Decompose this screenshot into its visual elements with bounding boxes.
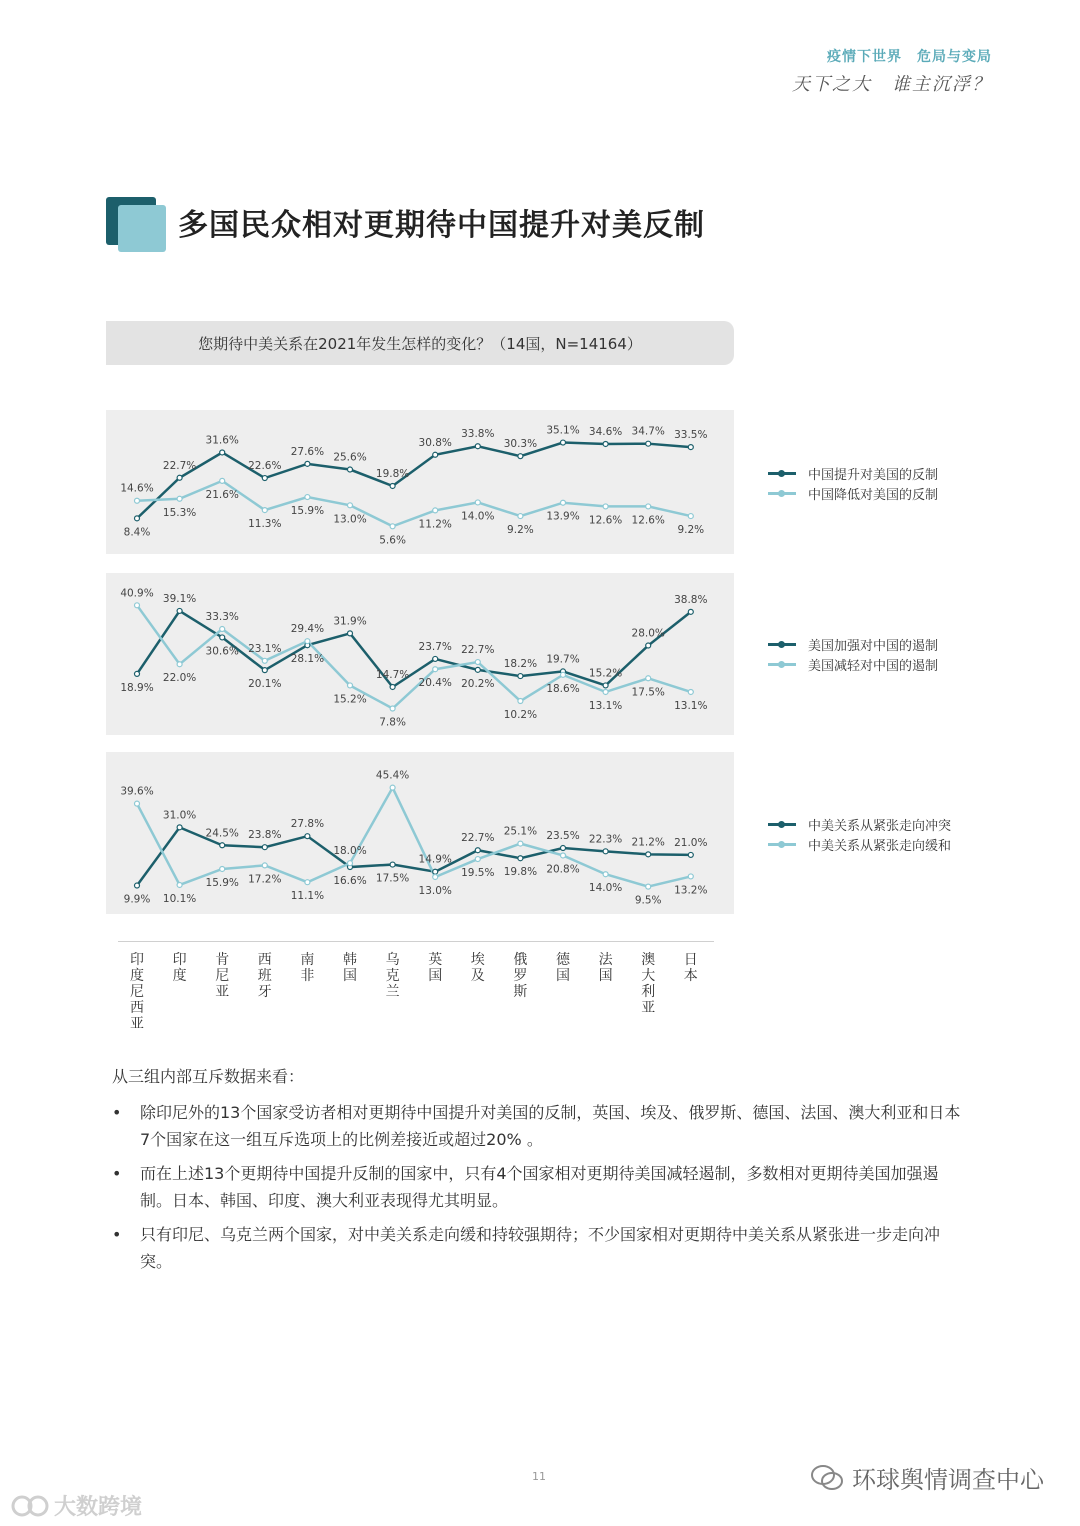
wechat-icon [810,1464,844,1492]
data-point [262,476,267,481]
data-point [177,662,182,667]
data-label: 30.3% [503,438,538,451]
data-point [220,450,225,455]
data-label: 15.3% [162,506,197,519]
data-label: 20.1% [248,678,282,691]
data-label: 13.1% [588,699,623,712]
data-label: 21.6% [205,488,239,501]
legend-item [768,463,938,483]
data-label: 7.8% [379,716,406,729]
data-label: 33.3% [205,611,239,624]
data-label: 13.0% [333,513,367,526]
data-point [646,676,651,681]
x-axis-line [118,941,714,942]
legend-swatch-light [768,663,796,666]
x-tick-label: 埃及 [470,952,485,984]
data-label: 13.0% [418,884,452,897]
legend-label: 中美关系从紧张走向冲突 [808,818,952,834]
legend-label: 中美关系从紧张走向缓和 [808,838,952,854]
data-label: 20.4% [418,677,452,690]
legend-swatch-light [768,492,796,495]
data-point [305,880,310,885]
title-square-icon [106,197,166,252]
data-label: 31.9% [333,615,367,628]
data-label: 22.6% [248,460,282,473]
x-tick-label: 德国 [556,952,570,984]
chart-panel-1 [106,410,734,554]
data-label: 27.6% [290,445,325,458]
data-label: 19.8% [375,467,410,480]
data-label: 28.0% [631,627,665,640]
data-point [603,689,608,694]
data-label: 45.4% [375,769,410,782]
legend-3 [768,814,951,854]
question-text: 您期待中美关系在2021年发生怎样的变化？（14国，N=14164） [198,334,642,353]
data-label: 24.5% [205,827,239,840]
data-point [135,603,140,608]
data-label: 8.4% [123,526,151,539]
data-label: 29.4% [290,623,325,636]
data-point [135,516,140,521]
data-point [135,671,140,676]
data-label: 15.2% [333,693,367,706]
data-label: 16.6% [333,875,367,888]
chart-panel-3 [106,752,734,914]
data-label: 33.5% [674,429,708,442]
data-point [262,658,267,663]
data-point [348,503,353,508]
data-label: 19.8% [503,866,538,879]
data-point [433,874,438,879]
data-label: 20.8% [546,863,580,876]
watermark [10,1490,142,1521]
data-label: 18.6% [546,682,580,695]
data-point [688,514,693,519]
data-label: 21.2% [631,836,665,849]
data-point [135,801,140,806]
legend-label: 中国降低对美国的反制 [808,487,939,503]
bullet-text: 而在上述13个更期待中国提升反制的国家中，只有4个国家相对更期待美国减轻遏制，多数相对更期待美国加强遏制。日本、韩国、印度、澳大利亚表现得尤其明显。 [140,1164,939,1210]
legend-item [768,654,938,674]
x-tick-label: 日本 [683,952,698,984]
header-section: 疫情下世界 危局与变局 [827,49,992,65]
data-point [348,683,353,688]
bullet-text: 除印尼外的13个国家受访者相对更期待中国提升对美国的反制，英国、埃及、俄罗斯、德国、法国、澳大利亚和日本7个国家在这一组互斥选项上的比例差接近或超过20% 。 [140,1103,961,1149]
data-point [433,656,438,661]
legend-swatch-dark [768,823,796,826]
data-point [518,674,523,679]
data-label: 11.1% [290,890,325,903]
x-tick-label: 韩国 [343,952,357,984]
data-label: 15.2% [588,667,623,680]
chart-3 [106,752,734,914]
chart-1 [106,410,734,554]
data-label: 9.5% [634,894,662,907]
data-label: 14.7% [375,668,410,681]
data-point [688,445,693,450]
data-point [518,856,523,861]
data-label: 11.2% [418,518,452,531]
data-point [348,631,353,636]
data-point [220,478,225,483]
data-label: 39.6% [120,785,154,798]
bullet-dot: • [112,1164,122,1183]
data-point [646,852,651,857]
data-point [603,683,608,688]
x-tick-label: 西班牙 [257,952,272,1000]
data-point [390,785,395,790]
data-label: 34.6% [588,425,623,438]
data-label: 34.7% [631,425,665,438]
data-label: 12.6% [631,514,665,527]
data-label: 27.8% [290,818,325,831]
data-point [603,849,608,854]
data-label: 10.1% [162,892,197,905]
data-point [561,440,566,445]
data-point [348,467,353,472]
data-label: 18.0% [333,845,367,858]
data-point [646,441,651,446]
data-point [475,848,480,853]
data-point [220,843,225,848]
data-point [518,514,523,519]
data-label: 22.7% [461,644,495,657]
data-label: 15.9% [205,876,239,889]
data-label: 22.7% [461,832,495,845]
data-point [390,684,395,689]
data-point [433,869,438,874]
data-point [177,882,182,887]
data-point [433,452,438,457]
question-banner [106,321,734,365]
data-point [603,441,608,446]
data-label: 38.8% [674,593,708,606]
data-point [177,496,182,501]
data-point [688,609,693,614]
data-label: 40.9% [120,587,154,600]
page-number: 11 [532,1470,546,1483]
data-label: 39.1% [162,592,197,605]
x-tick-label: 南非 [300,952,315,984]
data-point [220,635,225,640]
data-label: 23.7% [418,640,452,653]
legend-swatch-dark [768,472,796,475]
data-label: 30.6% [205,645,239,658]
x-tick-label: 乌克兰 [385,952,400,1000]
data-point [646,884,651,889]
data-label: 14.0% [461,510,495,523]
data-point [177,825,182,830]
x-tick-label: 澳大利亚 [641,952,656,1016]
data-point [433,667,438,672]
data-point [177,475,182,480]
data-label: 21.0% [674,836,708,849]
data-point [475,444,480,449]
data-label: 9.2% [677,524,705,537]
data-point [390,862,395,867]
data-point [475,667,480,672]
data-label: 30.8% [418,436,452,449]
data-label: 33.8% [461,428,495,441]
legend-2 [768,634,938,674]
data-point [305,834,310,839]
intro-text: 从三组内部互斥数据来看： [112,1067,305,1086]
bullet-text: 只有印尼、乌克兰两个国家，对中美关系走向缓和持较强期待；不少国家相对更期待中美关系从紧张进一步走向冲突。 [140,1225,941,1271]
data-point [262,668,267,673]
data-point [475,660,480,665]
chart-2 [106,573,734,735]
x-tick-label: 肯尼亚 [215,952,230,1000]
data-label: 25.1% [503,825,538,838]
data-point [646,504,651,509]
header-slogan: 天下之大 谁主沉浮？ [792,74,992,95]
data-label: 18.9% [120,681,154,694]
data-label: 31.6% [205,434,239,447]
data-point [603,504,608,509]
data-point [433,508,438,513]
data-label: 23.1% [248,642,282,655]
data-point [561,672,566,677]
data-point [688,852,693,857]
data-point [177,608,182,613]
data-point [305,495,310,500]
data-label: 20.2% [461,677,495,690]
data-label: 19.7% [546,653,580,666]
data-point [646,643,651,648]
data-point [305,461,310,466]
data-point [688,874,693,879]
data-point [305,639,310,644]
data-label: 17.5% [631,686,665,699]
data-label: 23.8% [248,829,282,842]
legend-label: 美国减轻对中国的遏制 [808,658,939,674]
x-tick-label: 印度尼西亚 [130,952,144,1032]
data-point [561,500,566,505]
data-point [262,863,267,868]
wechat-account [810,1460,1044,1495]
data-point [390,524,395,529]
data-point [348,861,353,866]
chart-panel-2 [106,573,734,735]
data-label: 13.9% [546,510,580,523]
x-tick-label: 法国 [598,952,613,984]
bullet-dot: • [112,1225,122,1244]
legend-item [768,483,938,503]
bullet-dot: • [112,1103,122,1122]
data-label: 13.2% [674,884,708,897]
data-point [518,699,523,704]
data-label: 22.0% [162,672,197,685]
wechat-name: 环球舆情调查中心 [852,1466,1044,1494]
data-label: 14.6% [120,482,154,495]
watermark-logo-icon [10,1493,50,1519]
data-label: 25.6% [333,451,367,464]
data-label: 31.0% [162,809,197,822]
data-point [603,872,608,877]
legend-swatch-dark [768,643,796,646]
x-tick-label: 英国 [428,952,443,984]
data-label: 28.1% [290,653,325,666]
data-label: 12.6% [588,514,623,527]
data-label: 22.3% [588,833,623,846]
data-label: 17.2% [248,873,282,886]
legend-label: 中国提升对美国的反制 [808,467,939,483]
data-point [475,500,480,505]
legend-item [768,834,951,854]
data-label: 9.2% [507,524,534,537]
data-label: 5.6% [379,534,406,547]
data-label: 18.2% [503,658,538,671]
data-label: 14.0% [588,882,623,895]
data-point [561,853,566,858]
data-point [475,857,480,862]
data-point [220,627,225,632]
data-point [561,846,566,851]
data-label: 23.5% [546,830,580,843]
data-point [518,841,523,846]
data-label: 35.1% [546,424,580,437]
data-label: 10.2% [503,709,538,722]
x-tick-label: 印度 [172,952,187,984]
data-label: 19.5% [461,867,495,880]
data-point [390,706,395,711]
data-label: 13.1% [674,699,708,712]
legend-1 [768,463,938,503]
legend-swatch-light [768,843,796,846]
legend-item [768,814,951,834]
data-label: 17.5% [375,872,410,885]
legend-label: 美国加强对中国的遏制 [808,638,939,654]
data-label: 9.9% [123,893,151,906]
data-label: 22.7% [162,459,197,472]
legend-item [768,634,938,654]
data-point [688,689,693,694]
data-label: 11.3% [248,518,282,531]
x-tick-label: 俄罗斯 [513,952,528,1000]
data-label: 15.9% [290,505,325,518]
data-point [135,883,140,888]
data-point [262,845,267,850]
data-point [390,483,395,488]
data-point [220,866,225,871]
page-title: 多国民众相对更期待中国提升对美反制 [178,208,705,243]
data-label: 14.9% [418,853,452,866]
data-point [518,454,523,459]
watermark-text: 大数跨境 [54,1495,143,1520]
data-point [262,508,267,513]
data-point [135,498,140,503]
